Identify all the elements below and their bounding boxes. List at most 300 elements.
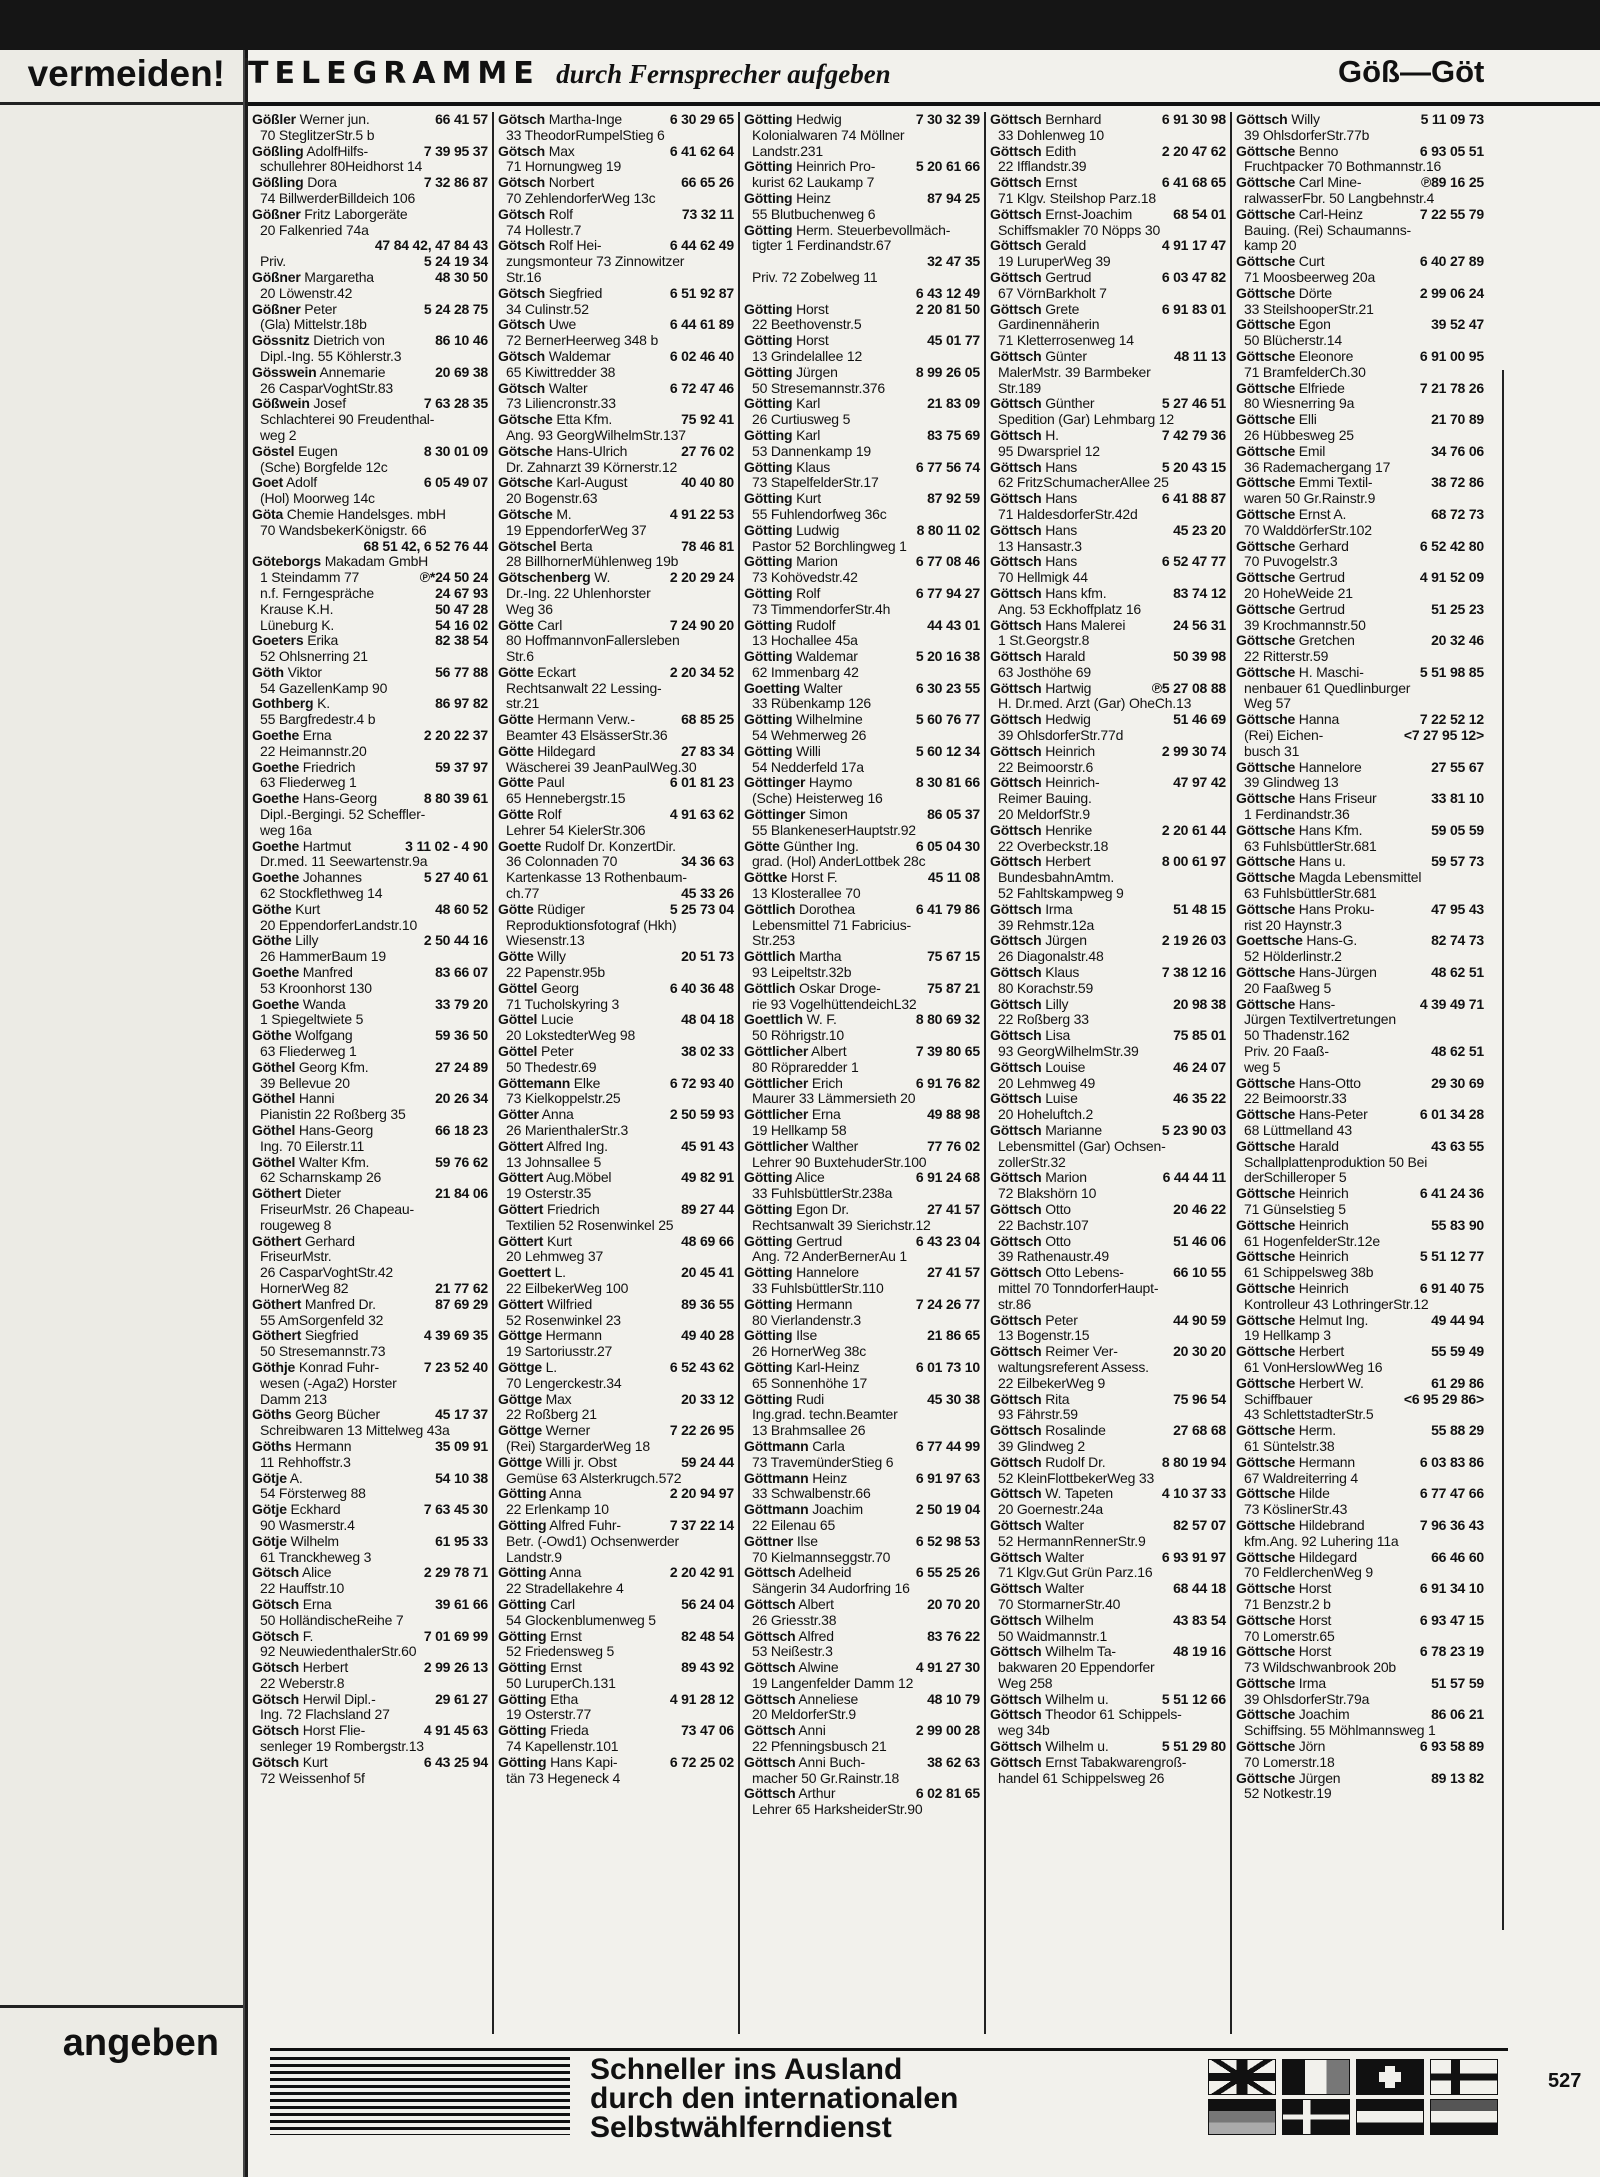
- listing-details: Klaus: [796, 459, 831, 475]
- listing-phone: 75 96 54: [1173, 1391, 1226, 1407]
- listing-entry: [1232, 949, 1488, 965]
- listing-details: 63 Fliederweg 1: [260, 775, 357, 791]
- listing-details: 39 OhlsdorferStr.77d: [998, 728, 1124, 744]
- listing-entry: [986, 444, 1230, 460]
- listing-entry: [494, 649, 738, 665]
- listing-surname: Göthert: [252, 1296, 302, 1312]
- listing-surname: Göttsch: [744, 1723, 796, 1739]
- listing-details: Ernst: [550, 1660, 582, 1676]
- listing-details: Werner jun.: [299, 112, 370, 127]
- listing-phone: 75 87 21: [927, 980, 980, 996]
- listing-surname: Göttsch: [990, 269, 1042, 285]
- listing-entry: [1232, 823, 1488, 839]
- listing-details: Dr.med. 11 Seewartenstr.9a: [260, 854, 428, 870]
- listing-phone: 49 44 94: [1431, 1312, 1484, 1328]
- listing-phone: 2 19 26 03: [1161, 933, 1226, 949]
- listing-phone: 2 99 26 13: [423, 1660, 488, 1676]
- listing-details: weg 5: [1244, 1059, 1281, 1075]
- listing-details: 70 FeldlerchenWeg 9: [1244, 1565, 1374, 1581]
- listing-entry: [740, 191, 984, 207]
- listing-details: Hans Malerei: [1045, 617, 1126, 633]
- listing-details: 54 Försterweg 88: [260, 1486, 366, 1502]
- listing-entry: [1232, 1360, 1488, 1376]
- directory-page: [248, 50, 1600, 2177]
- listing-surname: Göttel: [498, 1012, 538, 1028]
- listing-entry: [986, 223, 1230, 239]
- listing-entry: [248, 302, 492, 318]
- column-4: [986, 112, 1232, 2034]
- listing-entry: [248, 902, 492, 918]
- listing-details: Walter: [1045, 1549, 1084, 1565]
- listing-surname: Göttert: [498, 1201, 544, 1217]
- listing-details: 55 Fuhlendorfweg 36c: [752, 506, 887, 522]
- page-header: [248, 50, 1600, 106]
- listing-entry: [248, 1076, 492, 1092]
- listing-phone: 82 48 54: [681, 1628, 734, 1644]
- listing-entry: [494, 1155, 738, 1171]
- listing-details: 22 Pfenningsbusch 21: [752, 1739, 887, 1755]
- listing-phone: 2 20 81 50: [915, 301, 980, 317]
- listing-details: Hans-Georg: [298, 1123, 374, 1138]
- listing-details: 22 Roßberg 21: [506, 1407, 597, 1423]
- listing-entry: [740, 381, 984, 397]
- listing-surname: Göttsche: [1236, 1107, 1296, 1123]
- listing-details: Weg 57: [1244, 696, 1291, 712]
- listing-details: 63 Fliederweg 1: [260, 1044, 357, 1060]
- listing-phone: 56 24 04: [681, 1596, 734, 1612]
- listing-details: 20 Faaßweg 5: [1244, 980, 1332, 996]
- listing-details: AdolfHilfs-: [306, 143, 368, 159]
- listing-details: Ilse: [796, 1328, 818, 1344]
- listing-details: Rudolf Dr.: [1045, 1454, 1106, 1470]
- listing-details: HornerWeg 82: [260, 1280, 349, 1296]
- listing-phone: 45 23 20: [1173, 522, 1226, 538]
- listing-entry: [1232, 1518, 1488, 1534]
- listing-details: Karl-August: [556, 475, 628, 491]
- listing-phone: 3 11 02 - 4 90: [405, 838, 488, 854]
- listing-details: 62 Stockflethweg 14: [260, 886, 383, 902]
- listing-entry: [494, 681, 738, 697]
- listing-details: Manfred Dr.: [304, 1296, 376, 1312]
- listing-details: Hildegard: [1298, 1549, 1357, 1565]
- listing-details: Rechtsanwalt 39 Sierichstr.12: [752, 1217, 931, 1233]
- listing-details: Hannelore: [1298, 759, 1362, 775]
- listing-details: 63 Josthöhe 69: [998, 664, 1091, 680]
- listing-phone: 48 62 51: [1431, 965, 1484, 981]
- listing-entry: [248, 1170, 492, 1186]
- listing-entry: [740, 1739, 984, 1755]
- listing-entry: [248, 1439, 492, 1455]
- listing-phone: 7 24 26 77: [915, 1296, 980, 1312]
- listing-phone: 51 46 06: [1173, 1233, 1226, 1249]
- listing-entry: [740, 1360, 984, 1376]
- listing-phone: 77 76 02: [927, 1138, 980, 1154]
- listing-details: Hans: [1045, 554, 1078, 570]
- listing-entry: [494, 1597, 738, 1613]
- listing-phone: 46 24 07: [1173, 1059, 1226, 1075]
- listing-entry: [740, 1234, 984, 1250]
- listing-details: 52 Fahltskampweg 9: [998, 886, 1124, 902]
- listing-details: 52 Friedensweg 5: [506, 1644, 615, 1660]
- listing-phone: 66 10 55: [1173, 1265, 1226, 1281]
- listing-entry: [986, 1202, 1230, 1218]
- listing-entry: [248, 523, 492, 539]
- listing-details: 70 SteglitzerStr.5 b: [260, 127, 375, 143]
- listing-phone: 6 52 98 53: [915, 1533, 980, 1549]
- listing-entry: [740, 175, 984, 191]
- listing-surname: Götting: [744, 301, 793, 317]
- listing-phone: 6 02 46 40: [669, 348, 734, 364]
- listing-surname: Göthert: [252, 1186, 302, 1202]
- listing-details: 33 Dohlenweg 10: [998, 127, 1104, 143]
- listing-details: 80 Korachstr.59: [998, 980, 1094, 996]
- listing-surname: Göttsche: [1236, 996, 1296, 1012]
- listing-details: Otto: [1045, 1233, 1071, 1249]
- listing-surname: Götsch: [498, 206, 546, 222]
- listing-details: W. F.: [806, 1012, 837, 1028]
- listing-entry: [494, 1360, 738, 1376]
- listing-details: 22 EilbekerWeg 100: [506, 1280, 629, 1296]
- listing-surname: Götsch: [498, 285, 546, 301]
- listing-details: Priv. 20 Faaß-: [1244, 1044, 1329, 1060]
- listing-entry: [1232, 191, 1488, 207]
- listing-entry: [740, 602, 984, 618]
- listing-surname: Götte: [498, 949, 534, 965]
- listing-details: 26 HornerWeg 38c: [752, 1344, 867, 1360]
- listing-entry: [986, 1455, 1230, 1471]
- listing-details: Anna: [549, 1565, 582, 1581]
- listing-phone: 27 76 02: [681, 443, 734, 459]
- listing-details: Wiesenstr.13: [506, 933, 585, 949]
- listing-phone: 5 51 29 80: [1161, 1739, 1226, 1755]
- listing-entry: [248, 1234, 492, 1250]
- listing-details: schullehrer 80Heidhorst 14: [260, 159, 423, 175]
- listing-entry: [986, 144, 1230, 160]
- listing-details: 70 ZehlendorferWeg 13c: [506, 190, 656, 206]
- listing-details: Georg: [540, 980, 579, 996]
- listing-details: Gertrud: [1298, 570, 1345, 586]
- listing-entry: [986, 302, 1230, 318]
- listing-entry: [1232, 1629, 1488, 1645]
- listing-entry: [494, 112, 738, 128]
- listing-phone: 45 01 77: [927, 333, 980, 349]
- listing-entry: [494, 1297, 738, 1313]
- listing-details: Günther: [1045, 396, 1095, 412]
- listing-surname: Göttsche: [1236, 143, 1296, 159]
- listing-surname: Göttsche: [1236, 380, 1296, 396]
- listing-details: Heinrich: [1045, 743, 1095, 759]
- listing-phone: 27 41 57: [927, 1265, 980, 1281]
- listing-phone: 2 20 34 52: [669, 664, 734, 680]
- listing-surname: Götting: [744, 112, 793, 127]
- listing-entry: [986, 428, 1230, 444]
- listing-phone: 7 63 28 35: [423, 396, 488, 412]
- listing-details: Aug.Möbel: [546, 1170, 612, 1186]
- listing-details: Carl Mine-: [1298, 175, 1362, 191]
- listing-entry: [986, 1644, 1230, 1660]
- listing-entry: [1232, 112, 1488, 128]
- listing-details: Eleonore: [1298, 348, 1354, 364]
- listing-entry: [494, 1376, 738, 1392]
- listing-details: 39 Rathenaustr.49: [998, 1249, 1110, 1265]
- listing-details: 20 LokstedterWeg 98: [506, 1028, 636, 1044]
- listing-entry: [986, 1660, 1230, 1676]
- listing-details: Rechtsanwalt 22 Lessing-: [506, 680, 662, 696]
- listing-entry: [740, 1771, 984, 1787]
- listing-phone: 4 91 52 09: [1419, 570, 1484, 586]
- listing-details: Elfriede: [1298, 380, 1345, 396]
- listing-entry: [248, 491, 492, 507]
- listing-details: Walter Kfm.: [298, 1154, 370, 1170]
- listing-details: 13 Bogenstr.15: [998, 1328, 1090, 1344]
- listing-surname: Göttsche: [1236, 1707, 1296, 1723]
- listing-details: Dipl.-Bergingi. 52 Scheffler-: [260, 807, 426, 823]
- listing-details: 73 Kohövedstr.42: [752, 570, 858, 586]
- listing-entry: [740, 1123, 984, 1139]
- listing-entry: [740, 933, 984, 949]
- listing-surname: Göttsch: [990, 1707, 1042, 1723]
- listing-phone: 5 20 16 38: [915, 649, 980, 665]
- listing-entry: [248, 1392, 492, 1408]
- listing-entry: [986, 1550, 1230, 1566]
- listing-phone: 51 57 59: [1431, 1675, 1484, 1691]
- listing-surname: Göttlich: [744, 901, 796, 917]
- listing-entry: [1232, 1471, 1488, 1487]
- listing-entry: [248, 428, 492, 444]
- listing-entry: [248, 381, 492, 397]
- listing-surname: Götting: [744, 554, 793, 570]
- listing-entry: [494, 1692, 738, 1708]
- listing-details: 34 Culinstr.52: [506, 301, 589, 317]
- listing-details: Dr. Zahnarzt 39 Körnerstr.12: [506, 459, 678, 475]
- listing-entry: [248, 1202, 492, 1218]
- listing-details: Hildebrand: [1298, 1517, 1365, 1533]
- listing-phone: 7 38 12 16: [1161, 965, 1226, 981]
- listing-details: wesen (-Aga2) Horster: [260, 1375, 397, 1391]
- listing-details: 73 StapelfelderStr.17: [752, 475, 879, 491]
- listing-details: Bernhard: [1045, 112, 1102, 127]
- listing-entry: [494, 460, 738, 476]
- listing-details: Rüdiger: [537, 901, 585, 917]
- listing-details: Rosalinde: [1045, 1423, 1106, 1439]
- listing-entry: [1232, 665, 1488, 681]
- listing-details: Schiffsmakler 70 Nöpps 30: [998, 222, 1161, 238]
- listing-details: 71 HaldesdorferStr.42d: [998, 506, 1138, 522]
- listing-phone: 83 75 69: [927, 427, 980, 443]
- listing-phone: 68 44 18: [1173, 1581, 1226, 1597]
- listing-details: zungsmonteur 73 Zinnowitzer: [506, 254, 685, 270]
- listing-surname: Göttsch: [990, 491, 1042, 507]
- listing-phone: 7 22 55 79: [1419, 206, 1484, 222]
- listing-surname: Götting: [744, 396, 793, 412]
- listing-entry: [1232, 381, 1488, 397]
- listing-entry: [986, 744, 1230, 760]
- listing-phone: 45 30 38: [927, 1391, 980, 1407]
- listing-surname: Götte: [498, 664, 534, 680]
- listing-details: Albert: [811, 1044, 847, 1060]
- listing-entry: [1232, 1739, 1488, 1755]
- listing-phone: 55 83 90: [1431, 1217, 1484, 1233]
- listing-entry: [248, 1028, 492, 1044]
- listing-details: 70 StormarnerStr.40: [998, 1596, 1121, 1612]
- listing-surname: Götsch: [252, 1723, 300, 1739]
- listing-entry: [986, 965, 1230, 981]
- listing-surname: Götting: [744, 617, 793, 633]
- listing-details: Karl: [796, 396, 821, 412]
- listing-entry: [740, 760, 984, 776]
- listing-entry: [740, 1802, 984, 1818]
- listing-details: Hildegard: [537, 743, 596, 759]
- listing-entry: [494, 1502, 738, 1518]
- listing-phone: 8 80 11 02: [916, 522, 980, 538]
- listing-entry: [248, 981, 492, 997]
- listing-details: Hermann Verw.-: [537, 712, 635, 728]
- listing-details: Lehrer 65 HarksheiderStr.90: [752, 1802, 923, 1818]
- listing-details: 55 Blutbuchenweg 6: [752, 206, 876, 222]
- listing-phone: 7 42 79 36: [1161, 427, 1226, 443]
- listing-phone: 6 91 40 75: [1419, 1280, 1484, 1296]
- listing-surname: Göttsch: [744, 1660, 796, 1676]
- listing-entry: [740, 665, 984, 681]
- listing-details: Carla: [812, 1438, 845, 1454]
- listing-entry: [740, 1202, 984, 1218]
- listing-entry: [494, 1012, 738, 1028]
- listing-details: Rolf: [548, 206, 573, 222]
- listing-entry: [986, 159, 1230, 175]
- listing-phone: 5 60 76 77: [915, 712, 980, 728]
- listing-surname: Göths: [252, 1407, 292, 1423]
- listing-entry: [740, 1281, 984, 1297]
- listing-details: 13 Klosterallee 70: [752, 886, 861, 902]
- listing-details: Rolf Hei-: [548, 238, 602, 254]
- listing-entry: [248, 1186, 492, 1202]
- listing-details: 20 Goernestr.24a: [998, 1502, 1103, 1518]
- listing-entry: [1232, 302, 1488, 318]
- listing-phone: 48 19 16: [1173, 1644, 1226, 1660]
- listing-surname: Götsch: [498, 238, 546, 254]
- listing-details: 39 Krochmannstr.50: [1244, 617, 1366, 633]
- listing-entry: [986, 902, 1230, 918]
- listing-phone: 6 51 92 87: [669, 285, 734, 301]
- listing-entry: [740, 286, 984, 302]
- listing-entry: [1232, 207, 1488, 223]
- listing-phone: 7 37 22 14: [669, 1517, 734, 1533]
- listing-details: Betr. (-Owd1) Ochsenwerder: [506, 1533, 679, 1549]
- listing-phone: 66 41 57: [435, 112, 488, 127]
- listing-entry: [494, 870, 738, 886]
- listing-details: Anni: [798, 1723, 826, 1739]
- listing-entry: [248, 965, 492, 981]
- listing-entry: [248, 1739, 492, 1755]
- listing-entry: [494, 144, 738, 160]
- listing-details: Damm 213: [260, 1391, 327, 1407]
- listing-entry: [494, 270, 738, 286]
- listing-phone: 6 01 34 28: [1419, 1107, 1484, 1123]
- listing-entry: [494, 1613, 738, 1629]
- listing-details: Chemie Handelsges. mbH: [286, 506, 446, 522]
- listing-phone: 24 67 93: [435, 585, 488, 601]
- listing-entry: [1232, 475, 1488, 491]
- listing-entry: [494, 207, 738, 223]
- listing-surname: Göthel: [252, 1123, 296, 1138]
- listing-phone: 48 60 52: [435, 901, 488, 917]
- listing-entry: [1232, 1755, 1488, 1771]
- listing-details: Dorothea: [799, 901, 855, 917]
- listing-entry: [494, 238, 738, 254]
- listing-phone: 4 10 37 33: [1161, 1486, 1226, 1502]
- listing-phone: 7 39 95 37: [423, 143, 488, 159]
- listing-details: Str.189: [998, 380, 1041, 396]
- listing-entry: [986, 1249, 1230, 1265]
- listing-details: Lehrer 54 KielerStr.306: [506, 822, 646, 838]
- listing-details: 22 Ifflandstr.39: [998, 159, 1087, 175]
- listing-phone: 51 46 69: [1173, 712, 1226, 728]
- listing-details: A.: [289, 1470, 303, 1486]
- listing-entry: [248, 760, 492, 776]
- listing-entry: [248, 539, 492, 555]
- listing-entry: [248, 286, 492, 302]
- listing-entry: [248, 159, 492, 175]
- listing-entry: [740, 1502, 984, 1518]
- listing-details: 39 Rehmstr.12a: [998, 917, 1095, 933]
- listing-details: Fritz Laborgeräte: [304, 206, 408, 222]
- listing-entry: [1232, 1707, 1488, 1723]
- listing-details: Dörte: [1298, 285, 1333, 301]
- listing-surname: Göttsche: [1236, 570, 1296, 586]
- listing-entry: [1232, 396, 1488, 412]
- listing-phone: 59 57 73: [1431, 854, 1484, 870]
- listing-phone: 8 30 81 66: [915, 775, 980, 791]
- listing-phone: 89 36 55: [681, 1296, 734, 1312]
- listing-surname: Göttsche: [1236, 254, 1296, 270]
- listing-surname: Göttsch: [990, 1059, 1042, 1075]
- listing-surname: Götting: [744, 712, 793, 728]
- listing-surname: Götting: [498, 1660, 547, 1676]
- listing-entry: [986, 839, 1230, 855]
- listing-details: Wilhelmine: [796, 712, 863, 728]
- listing-surname: Göttsch: [990, 175, 1042, 191]
- listing-surname: Götting: [744, 649, 793, 665]
- listing-surname: Göttsch: [744, 1691, 796, 1707]
- listing-surname: Göttsch: [990, 1423, 1042, 1439]
- listing-details: Hans kfm.: [1045, 585, 1107, 601]
- listing-entry: [248, 1423, 492, 1439]
- listing-details: Max: [545, 1391, 572, 1407]
- listing-phone: 27 83 34: [681, 743, 734, 759]
- listing-surname: Götsch: [498, 380, 546, 396]
- listing-details: Berta: [560, 538, 593, 554]
- listing-details: Alice: [301, 1565, 332, 1581]
- listing-phone: 2 20 94 97: [669, 1486, 734, 1502]
- listing-entry: [248, 649, 492, 665]
- listing-entry: [740, 223, 984, 239]
- listing-surname: Göttge: [498, 1454, 542, 1470]
- listing-entry: [248, 507, 492, 523]
- listing-details: 92 NeuwiedenthalerStr.60: [260, 1644, 417, 1660]
- listing-details: grad. (Hol) AnderLottbek 28c: [752, 854, 926, 870]
- listing-surname: Göttlicher: [744, 1107, 809, 1123]
- listing-entry: [1232, 1076, 1488, 1092]
- listing-details: Lebensmittel (Gar) Ochsen-: [998, 1138, 1166, 1154]
- listing-entry: [986, 1012, 1230, 1028]
- listing-phone: 21 70 89: [1431, 412, 1484, 428]
- listing-surname: Götting: [744, 522, 793, 538]
- listing-surname: Göttsche: [1236, 1739, 1296, 1755]
- listing-details: Lebensmittel 71 Fabricius-: [752, 917, 911, 933]
- listing-surname: Göttinger: [744, 807, 806, 823]
- listing-surname: Göttsch: [990, 680, 1042, 696]
- listing-details: 26 HammerBaum 19: [260, 949, 386, 965]
